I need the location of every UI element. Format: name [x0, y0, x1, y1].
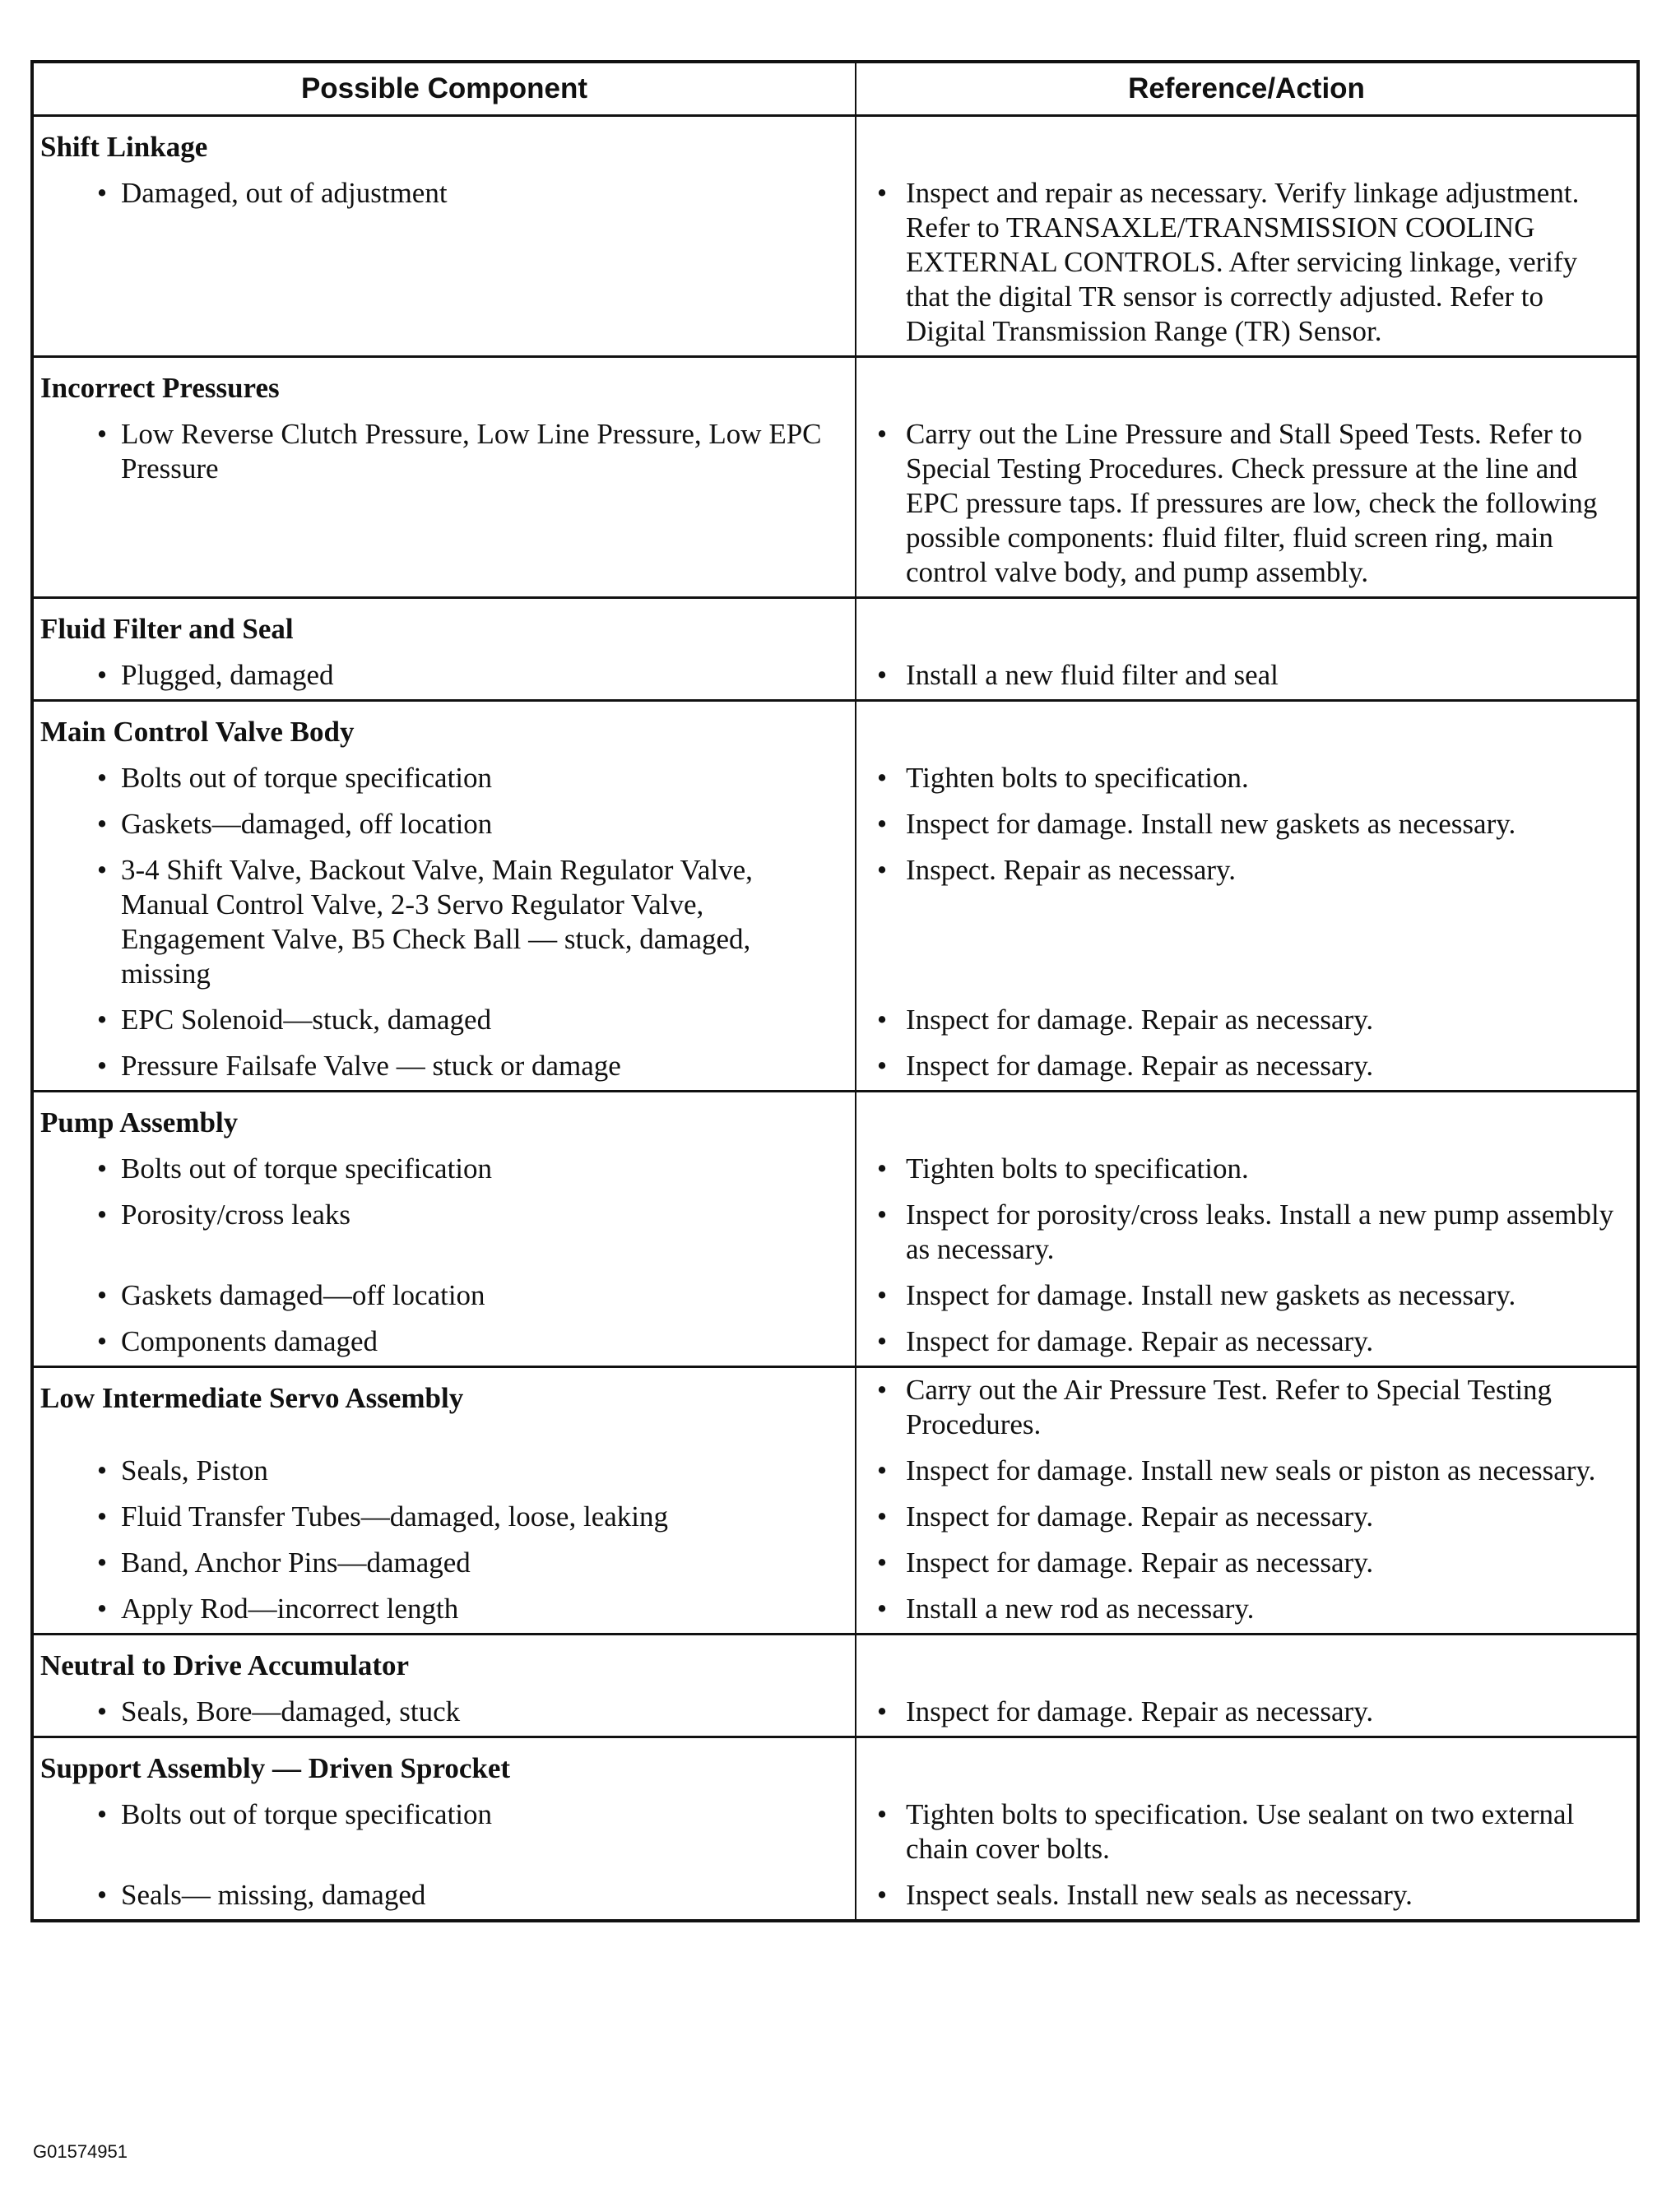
title-spacer [856, 1092, 1636, 1147]
title-spacer [856, 702, 1636, 756]
bullet-icon: • [96, 1500, 108, 1533]
action-cell [856, 701, 1638, 1092]
component-item [34, 1792, 855, 1873]
bullet-icon: • [876, 1374, 888, 1406]
action-item-text: Tighten bolts to specification. [906, 1152, 1249, 1185]
table-group-row [32, 357, 1638, 598]
component-cell [32, 1635, 856, 1737]
action-item [856, 1495, 1636, 1541]
action-item [856, 1873, 1636, 1919]
bullet-icon: • [876, 1050, 888, 1082]
bullet-icon: • [96, 762, 108, 794]
component-item [34, 1273, 855, 1319]
table-body [32, 116, 1638, 1922]
action-item [856, 1147, 1636, 1193]
bullet-icon: • [876, 418, 888, 450]
action-item-text: Tighten bolts to specification. [906, 762, 1249, 794]
bullet-icon: • [876, 1547, 888, 1579]
action-item-text: Carry out the Line Pressure and Stall Speed Tests. Refer to Special Testing Procedures. Check pressure at the line and EPC pressure taps. If pressures are low, check the following possible components: fluid filter, fluid screen ring, main control valve body, and pump assembly. [906, 418, 1598, 588]
component-item-text: Band, Anchor Pins—damaged [121, 1547, 471, 1579]
bullet-icon: • [96, 177, 108, 209]
component-item-text: Gaskets damaged—off location [121, 1279, 485, 1311]
action-item [856, 756, 1636, 802]
table-group-row [32, 598, 1638, 701]
component-item-text: Apply Rod—incorrect length [121, 1593, 459, 1625]
action-item [856, 653, 1636, 699]
group-title: Pump Assembly [40, 1106, 239, 1138]
component-item [34, 1044, 855, 1090]
bullet-icon: • [96, 1325, 108, 1357]
action-item [856, 1368, 1636, 1449]
bullet-icon: • [96, 854, 108, 886]
action-item-text: Inspect seals. Install new seals as necessary. [906, 1879, 1413, 1911]
action-item [856, 1044, 1636, 1090]
action-item-text: Inspect and repair as necessary. Verify linkage adjustment. Refer to TRANSAXLE/TRANSMISSION COOLING EXTERNAL CONTROLS. After servicing linkage, verify that the digital TR sensor is correctly adjusted. Refer to Digital Transmission Range (TR) Sensor. [906, 177, 1580, 347]
component-item-text: EPC Solenoid—stuck, damaged [121, 1004, 492, 1036]
action-cell [856, 598, 1638, 701]
title-spacer [856, 1738, 1636, 1792]
bullet-icon: • [96, 1279, 108, 1311]
component-item [34, 998, 855, 1044]
component-item-text: Bolts out of torque specification [121, 1152, 493, 1185]
component-item [34, 1449, 855, 1495]
table-group-row [32, 701, 1638, 1092]
bullet-icon: • [96, 1004, 108, 1036]
group-title: Main Control Valve Body [40, 716, 355, 748]
group-title: Neutral to Drive Accumulator [40, 1649, 410, 1681]
bullet-icon: • [876, 1004, 888, 1036]
action-item [856, 998, 1636, 1044]
component-cell [32, 357, 856, 598]
action-item-text: Tighten bolts to specification. Use sealant on two external chain cover bolts. [906, 1798, 1575, 1865]
bullet-icon: • [96, 1199, 108, 1231]
bullet-icon: • [876, 1454, 888, 1486]
component-item [34, 1587, 855, 1633]
component-item-text: Pressure Failsafe Valve — stuck or damage [121, 1050, 621, 1082]
component-item [34, 1541, 855, 1587]
component-item [34, 756, 855, 802]
table-group-row [32, 1737, 1638, 1922]
action-cell [856, 1367, 1638, 1635]
component-item-text: 3-4 Shift Valve, Backout Valve, Main Regulator Valve, Manual Control Valve, 2-3 Servo Regulator Valve, Engagement Valve, B5 Check Ball — stuck, damaged, missing [121, 854, 753, 990]
component-item-text: Low Reverse Clutch Pressure, Low Line Pressure, Low EPC Pressure [121, 418, 822, 485]
action-item [856, 171, 1636, 355]
action-item-text: Inspect for damage. Repair as necessary. [906, 1547, 1374, 1579]
group-title: Incorrect Pressures [40, 372, 280, 404]
diagnosis-table-container [30, 60, 1636, 1922]
component-item [34, 1319, 855, 1366]
diagnosis-table [30, 60, 1640, 1922]
bullet-icon: • [876, 854, 888, 886]
group-title: Low Intermediate Servo Assembly [40, 1382, 464, 1414]
column-header-component: Possible Component [32, 62, 856, 116]
component-item [34, 1690, 855, 1736]
component-cell [32, 1737, 856, 1922]
action-item [856, 1587, 1636, 1633]
action-item [856, 1193, 1636, 1273]
component-item-text: Bolts out of torque specification [121, 1798, 493, 1830]
action-item-text: Install a new rod as necessary. [906, 1593, 1255, 1625]
action-item-text: Inspect for damage. Repair as necessary. [906, 1325, 1374, 1357]
bullet-icon: • [96, 1454, 108, 1486]
component-item [34, 1495, 855, 1541]
component-item-text: Gaskets—damaged, off location [121, 808, 493, 840]
bullet-icon: • [876, 1879, 888, 1911]
action-item [856, 1690, 1636, 1736]
figure-id: G01574951 [33, 2141, 128, 2162]
group-title: Shift Linkage [40, 131, 208, 163]
action-item-text: Inspect for damage. Repair as necessary. [906, 1050, 1374, 1082]
action-item-text: Carry out the Air Pressure Test. Refer to Special Testing Procedures. [906, 1374, 1553, 1440]
bullet-icon: • [96, 1695, 108, 1727]
component-item-text: Plugged, damaged [121, 659, 334, 691]
component-cell [32, 1367, 856, 1635]
action-item [856, 1541, 1636, 1587]
bullet-icon: • [876, 1593, 888, 1625]
action-item [856, 1273, 1636, 1319]
component-item-text: Seals, Bore—damaged, stuck [121, 1695, 461, 1727]
component-item-text: Seals, Piston [121, 1454, 268, 1486]
bullet-icon: • [876, 1500, 888, 1533]
action-cell [856, 1635, 1638, 1737]
component-cell [32, 116, 856, 357]
group-title: Fluid Filter and Seal [40, 613, 294, 645]
component-item [34, 1147, 855, 1193]
title-spacer [856, 599, 1636, 653]
component-cell [32, 1092, 856, 1367]
component-item-text: Damaged, out of adjustment [121, 177, 448, 209]
bullet-icon: • [96, 1593, 108, 1625]
bullet-icon: • [96, 808, 108, 840]
component-item [34, 1193, 855, 1273]
component-item [34, 802, 855, 848]
component-item [34, 412, 855, 596]
component-item-text: Bolts out of torque specification [121, 762, 493, 794]
component-item [34, 848, 855, 998]
bullet-icon: • [876, 1279, 888, 1311]
bullet-icon: • [876, 177, 888, 209]
table-group-row [32, 1092, 1638, 1367]
title-spacer [856, 1635, 1636, 1690]
action-item [856, 1319, 1636, 1366]
component-cell [32, 701, 856, 1092]
component-item [34, 1873, 855, 1919]
title-spacer [856, 358, 1636, 412]
table-group-row [32, 1367, 1638, 1635]
bullet-icon: • [876, 1152, 888, 1185]
action-item [856, 412, 1636, 596]
action-cell [856, 357, 1638, 598]
component-item-text: Seals— missing, damaged [121, 1879, 426, 1911]
title-spacer [856, 117, 1636, 171]
bullet-icon: • [96, 418, 108, 450]
bullet-icon: • [96, 1050, 108, 1082]
group-title: Support Assembly — Driven Sprocket [40, 1752, 511, 1784]
component-cell [32, 598, 856, 701]
bullet-icon: • [96, 1547, 108, 1579]
action-item [856, 1792, 1636, 1873]
bullet-icon: • [96, 1798, 108, 1830]
action-cell [856, 1737, 1638, 1922]
bullet-icon: • [876, 1325, 888, 1357]
bullet-icon: • [876, 808, 888, 840]
action-item-text: Inspect. Repair as necessary. [906, 854, 1237, 886]
table-group-row [32, 1635, 1638, 1737]
action-item-text: Install a new fluid filter and seal [906, 659, 1279, 691]
component-item [34, 653, 855, 699]
action-item [856, 848, 1636, 998]
bullet-icon: • [876, 1199, 888, 1231]
action-item-text: Inspect for damage. Repair as necessary. [906, 1004, 1374, 1036]
action-item-text: Inspect for porosity/cross leaks. Install a new pump assembly as necessary. [906, 1199, 1614, 1265]
component-item-text: Components damaged [121, 1325, 378, 1357]
action-item [856, 1449, 1636, 1495]
table-group-row [32, 116, 1638, 357]
bullet-icon: • [876, 1798, 888, 1830]
action-item-text: Inspect for damage. Install new seals or piston as necessary. [906, 1454, 1596, 1486]
component-item-text: Fluid Transfer Tubes—damaged, loose, leaking [121, 1500, 668, 1533]
bullet-icon: • [876, 659, 888, 691]
column-header-action: Reference/Action [856, 62, 1638, 116]
component-item [34, 171, 855, 355]
action-cell [856, 1092, 1638, 1367]
action-item-text: Inspect for damage. Install new gaskets as necessary. [906, 808, 1516, 840]
action-cell [856, 116, 1638, 357]
action-item [856, 802, 1636, 848]
bullet-icon: • [876, 1695, 888, 1727]
action-item-text: Inspect for damage. Install new gaskets as necessary. [906, 1279, 1516, 1311]
table-header-row [32, 62, 1638, 116]
bullet-icon: • [876, 762, 888, 794]
action-item-text: Inspect for damage. Repair as necessary. [906, 1695, 1374, 1727]
component-item-text: Porosity/cross leaks [121, 1199, 351, 1231]
bullet-icon: • [96, 1879, 108, 1911]
bullet-icon: • [96, 659, 108, 691]
bullet-icon: • [96, 1152, 108, 1185]
action-item-text: Inspect for damage. Repair as necessary. [906, 1500, 1374, 1533]
